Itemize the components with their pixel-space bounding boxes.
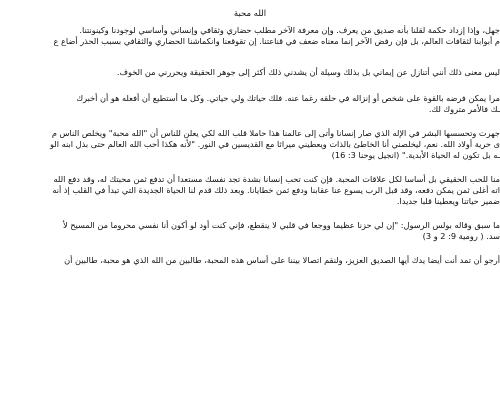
paragraph-5 [0, 174, 500, 207]
paragraph-2 [0, 67, 500, 78]
paragraph-line: ى حرية أولاد الله. نعم، ليخلصني أنا الخاطئ بالذات ويعطيني ميراثا مع القديسين في النور. "لأنه هكذا أحب الله العالم حتى بذل ابنه الو [50, 139, 500, 149]
paragraph-line: سد. ( رومية 9: 2 و 3) [422, 231, 500, 241]
paragraph-1 [0, 25, 500, 47]
paragraph-4 [0, 128, 500, 161]
paragraph-3 [0, 93, 500, 115]
paragraph-6 [0, 220, 500, 242]
paragraph-7 [0, 255, 500, 266]
paragraph-line: م أبوابنا لثقافات العالم، بل فإن رفض الآخر إنما معناه ضعف في قناعتنا. إن تقوقعنا وانكماشنا الحضاري والثقافي بسبب الحذر أضاع ع [53, 36, 500, 46]
paragraph-line: جهل، وإذا إزداد حكمة لقلنا بأنه صديق من يعرف. وإن معرفة الآخر مطلب حضاري وثقافي وإنساني وأساسي لوجودنا وكينونتنا. [79, 25, 500, 35]
paragraph-line: جهرت وتحسسها البشر في الإله الذي صار إنسانا وأتى إلى عالمنا هذا حاملا قلب الله لكي يعلن للناس أن "الله محبة" ويخلص الناس م [51, 128, 500, 138]
paragraph-line: منا للحب الحقيقي بل أساسا لكل علاقات المحبة. فإن كنت تحب إنسانا بشدة تجد نفسك مستعدا أن تدفع ثمن محبتك له، وقد دفع الله [53, 174, 500, 184]
document-title: الله محبة [233, 9, 267, 19]
paragraph-line: ـه بل تكون له الحياة الأبدية." (انجيل يوحنا 3: 16) [331, 150, 500, 160]
paragraph-line: مرا يمكن فرضه بالقوة على شخص أو إنزاله في حلقه رغما عنه. فلك حياتك ولي حياتي. وكل ما أستطيع أن أفعله هو أن أخبرك [76, 93, 500, 103]
paragraph-line: ليس معنى ذلك أنني أتنازل عن إيماني بل بذلك وسيلة أن يشدني ذلك أكثر إلى جوهر الحقيقة ويحررني من الخوف. [116, 67, 500, 77]
paragraph-line: أرجو أن تمد أنت أيضا يدك أيها الصديق العزيز، ولنقم اتصالا بيننا على أساس هذه المحبة، طالبين من الله الذي هو محبة، طالبين أن [64, 255, 500, 265]
paragraph-line: ما سبق وقاله بولس الرسول: "إن لي حزنا عظيما ووجعا في قلبي لا ينقطع، فإني كنت أود لو أكون أنا نفسي محروما من المسيح لأ [62, 220, 500, 230]
paragraph-line: اته أغلى ثمن يمكن دفعه، وقد قبل الرب يسوع عنا عقابنا ودفع ثمن خطايانا. وبعد ذلك قدم لنا الحياة الجديدة التي تبدأ في القلب إذ أنه [52, 185, 500, 195]
paragraph-line: ضمير حياتنا ويعطينا قلبا جديدا. [396, 196, 500, 206]
paragraph-line: ـك فالأمر متروك لك. [428, 104, 500, 114]
